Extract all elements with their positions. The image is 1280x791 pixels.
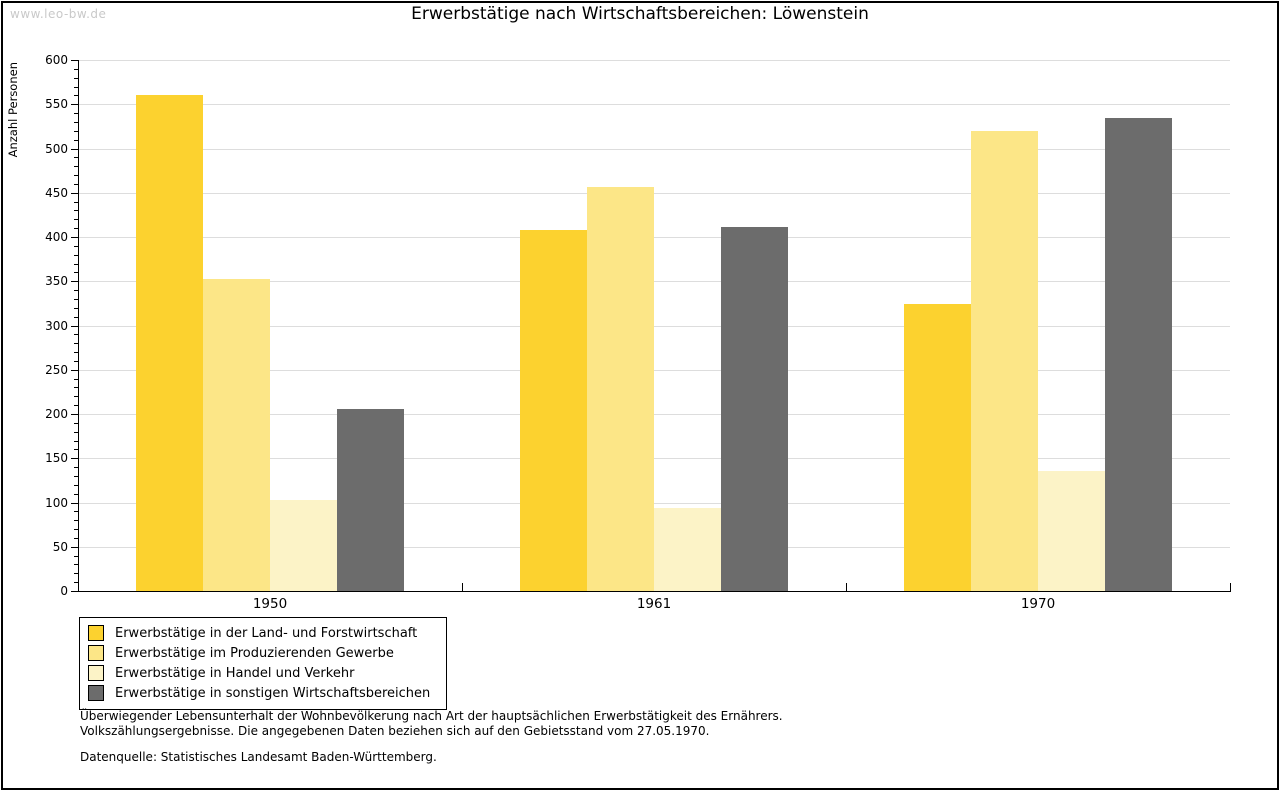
y-axis-major-tick — [71, 60, 78, 61]
y-axis-minor-tick — [74, 299, 78, 300]
y-axis-minor-tick — [74, 485, 78, 486]
y-axis-minor-tick — [74, 131, 78, 132]
y-axis-minor-tick — [74, 423, 78, 424]
y-axis-minor-tick — [74, 556, 78, 557]
y-axis-major-tick — [71, 503, 78, 504]
y-axis-major-tick — [71, 414, 78, 415]
legend-swatch-icon — [88, 665, 104, 681]
bar-1950-series-1 — [136, 95, 203, 591]
x-category-label: 1970 — [1020, 596, 1056, 612]
x-axis-line — [78, 591, 1231, 592]
y-axis-major-tick — [71, 193, 78, 194]
y-axis-minor-tick — [74, 538, 78, 539]
y-tick-label: 350 — [45, 274, 68, 289]
legend-box — [79, 617, 447, 710]
y-axis-minor-tick — [74, 122, 78, 123]
bar-1970-series-3 — [1038, 471, 1105, 591]
bar-1970-series-2 — [971, 131, 1038, 591]
y-axis-minor-tick — [74, 166, 78, 167]
chart-footnotes — [80, 709, 783, 739]
y-axis-minor-tick — [74, 290, 78, 291]
y-axis-minor-tick — [74, 352, 78, 353]
y-axis-minor-tick — [74, 467, 78, 468]
y-axis-major-tick — [71, 458, 78, 459]
y-tick-label: 250 — [45, 362, 68, 377]
x-axis-boundary-tick — [846, 583, 847, 591]
y-axis-minor-tick — [74, 396, 78, 397]
y-axis-minor-tick — [74, 69, 78, 70]
chart-title: Erwerbstätige nach Wirtschaftsbereichen: Löwenstein — [411, 4, 869, 24]
y-gridline — [78, 193, 1230, 194]
y-gridline — [78, 60, 1230, 61]
bar-1961-series-1 — [520, 230, 587, 591]
data-source-note: Datenquelle: Statistisches Landesamt Baden-Württemberg. — [80, 750, 437, 764]
legend-item-label: Erwerbstätige in der Land- und Forstwirtschaft — [115, 625, 418, 641]
y-tick-label: 600 — [45, 53, 68, 67]
y-axis-minor-tick — [74, 140, 78, 141]
y-tick-label: 100 — [45, 495, 68, 510]
y-gridline — [78, 104, 1230, 105]
bar-1961-series-4 — [721, 227, 788, 591]
y-axis-minor-tick — [74, 476, 78, 477]
y-axis-major-tick — [71, 591, 78, 592]
y-axis-minor-tick — [74, 432, 78, 433]
y-axis-minor-tick — [74, 379, 78, 380]
bar-1950-series-2 — [203, 279, 270, 591]
legend-item-3 — [80, 663, 446, 683]
y-tick-label: 500 — [45, 141, 68, 156]
bar-1970-series-4 — [1105, 118, 1172, 591]
footnote-line-1: Überwiegender Lebensunterhalt der Wohnbevölkerung nach Art der hauptsächlichen Erwerbstätigkeit des Ernährers. — [80, 709, 783, 723]
y-axis-minor-tick — [74, 441, 78, 442]
y-axis-minor-tick — [74, 219, 78, 220]
bar-1950-series-3 — [270, 500, 337, 591]
y-axis-minor-tick — [74, 343, 78, 344]
y-tick-label: 150 — [45, 451, 68, 466]
y-axis-minor-tick — [74, 175, 78, 176]
legend-item-label: Erwerbstätige im Produzierenden Gewerbe — [115, 645, 394, 661]
legend-swatch-icon — [88, 685, 104, 701]
y-axis-minor-tick — [74, 511, 78, 512]
legend-item-4 — [80, 683, 446, 703]
legend-item-label: Erwerbstätige in Handel und Verkehr — [115, 665, 355, 681]
y-tick-label: 300 — [45, 318, 68, 333]
y-axis-minor-tick — [74, 228, 78, 229]
y-axis-minor-tick — [74, 184, 78, 185]
x-category-label: 1950 — [252, 596, 288, 612]
y-axis-minor-tick — [74, 361, 78, 362]
y-axis-major-tick — [71, 281, 78, 282]
y-axis-minor-tick — [74, 246, 78, 247]
footnote-line-2: Volkszählungsergebnisse. Die angegebenen Daten beziehen sich auf den Gebietsstand vom 27.05.1970. — [80, 724, 710, 738]
y-axis-major-tick — [71, 237, 78, 238]
y-axis-minor-tick — [74, 78, 78, 79]
y-axis-minor-tick — [74, 157, 78, 158]
legend-swatch-icon — [88, 645, 104, 661]
y-axis-minor-tick — [74, 202, 78, 203]
legend-swatch-icon — [88, 625, 104, 641]
bar-1950-series-4 — [337, 409, 404, 591]
y-axis-minor-tick — [74, 564, 78, 565]
y-axis-minor-tick — [74, 87, 78, 88]
bar-1961-series-2 — [587, 187, 654, 591]
y-tick-label: 400 — [45, 230, 68, 244]
y-axis-minor-tick — [74, 255, 78, 256]
y-axis-minor-tick — [74, 405, 78, 406]
y-axis-major-tick — [71, 149, 78, 150]
y-axis-minor-tick — [74, 387, 78, 388]
y-axis-minor-tick — [74, 573, 78, 574]
y-axis-major-tick — [71, 326, 78, 327]
legend-item-2 — [80, 643, 446, 663]
y-axis-minor-tick — [74, 210, 78, 211]
y-axis-line — [78, 60, 79, 592]
legend-item-label: Erwerbstätige in sonstigen Wirtschaftsbereichen — [115, 685, 431, 701]
y-gridline — [78, 237, 1230, 238]
y-axis-minor-tick — [74, 529, 78, 530]
y-axis-minor-tick — [74, 494, 78, 495]
y-axis-minor-tick — [74, 308, 78, 309]
bar-1970-series-1 — [904, 304, 971, 591]
y-axis-minor-tick — [74, 95, 78, 96]
x-category-label: 1961 — [636, 596, 672, 612]
y-tick-label: 550 — [45, 97, 68, 112]
y-tick-label: 200 — [45, 407, 68, 421]
y-axis-minor-tick — [74, 449, 78, 450]
y-axis-label: Anzahl Personen — [6, 62, 20, 158]
y-axis-major-tick — [71, 104, 78, 105]
x-axis-boundary-tick — [1230, 583, 1231, 591]
y-axis-major-tick — [71, 370, 78, 371]
bar-1961-series-3 — [654, 508, 721, 591]
y-axis-minor-tick — [74, 317, 78, 318]
y-axis-minor-tick — [74, 520, 78, 521]
y-axis-major-tick — [71, 547, 78, 548]
y-axis-minor-tick — [74, 264, 78, 265]
y-axis-minor-tick — [74, 582, 78, 583]
y-tick-label: 50 — [52, 539, 68, 554]
y-tick-label: 0 — [60, 584, 68, 598]
y-gridline — [78, 149, 1230, 150]
y-axis-minor-tick — [74, 272, 78, 273]
x-axis-boundary-tick — [462, 583, 463, 591]
y-axis-minor-tick — [74, 113, 78, 114]
y-axis-minor-tick — [74, 334, 78, 335]
legend-item-1 — [80, 623, 446, 643]
watermark: www.leo-bw.de — [10, 7, 107, 21]
y-tick-label: 450 — [45, 185, 68, 200]
